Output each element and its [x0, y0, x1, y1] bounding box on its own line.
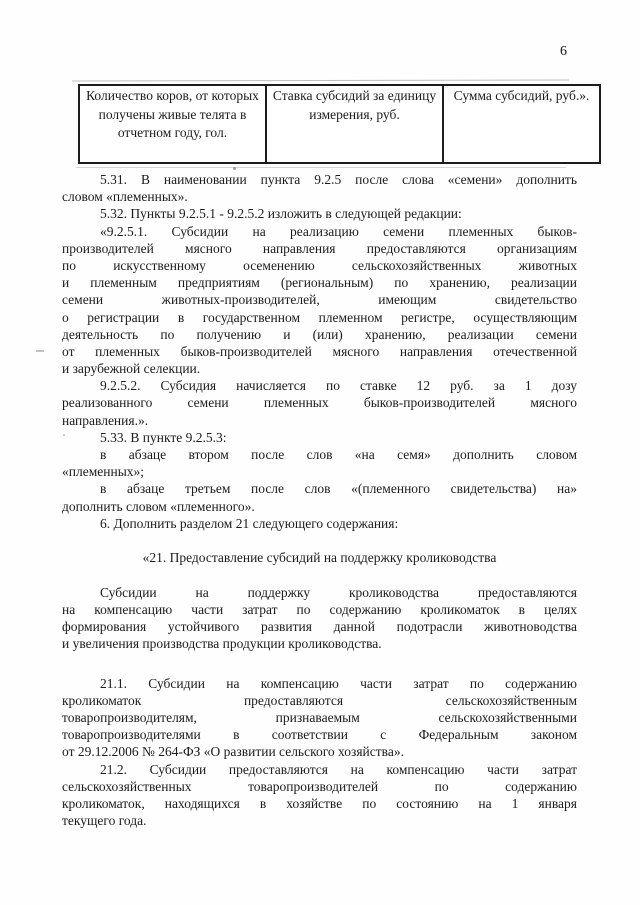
text-line: кроликоматок, находящихся в хозяйстве по состоянию на 1 января — [62, 795, 577, 811]
text-line: и увеличения производства продукции кролиководства. — [62, 636, 382, 652]
para-5-33 — [62, 429, 577, 446]
text-line: в абзаце втором после слов «на семя» дополнить словом — [100, 447, 577, 462]
table-header-cell-subsidy-sum: Сумма субсидий, руб.». — [443, 85, 600, 163]
para-9-2-5-1 — [62, 223, 577, 378]
table-header-cell-cow-count: Количество коров, от которых получены живые телята в отчетном году, гол. — [79, 85, 266, 163]
text-line: словом «племенных». — [62, 189, 188, 205]
text-line: 5.32. Пункты 9.2.5.1 - 9.2.5.2 изложить в следующей редакции: — [100, 206, 462, 222]
scan-ghost-line-top — [72, 79, 569, 81]
text-line: реализованного семени племенных быков-производителей мясного — [62, 395, 577, 411]
text-line: 21.1. Субсидии на компенсацию части затрат по содержанию — [100, 675, 577, 691]
subsidy-table-grid — [78, 84, 601, 164]
scan-ghost-line-bottom — [76, 167, 566, 168]
text-line: производителей мясного направления предоставляются организациям — [62, 240, 577, 256]
text-line: и племенным предприятиям (региональным) по хранению, реализации — [62, 275, 577, 291]
text-line: сельскохозяйственных товаропроизводителей по содержанию — [62, 778, 577, 794]
text-line: по искусственному осеменению сельскохозяйственных животных — [62, 257, 577, 273]
text-line: товаропроизводителями в соответствии с Федеральным законом — [62, 727, 577, 743]
para-5-33-abzac-3 — [62, 480, 577, 514]
table-header-row — [79, 85, 600, 163]
text-line: «9.2.5.1. Субсидии на реализацию семени племенных быков- — [100, 223, 577, 239]
scan-artifact-dash — [36, 350, 44, 352]
text-line: товаропроизводителям, признаваемым сельскохозяйственными — [62, 709, 577, 725]
text-line: 21.2. Субсидии предоставляются на компенсацию части затрат — [100, 761, 577, 777]
text-line: о регистрации в государственном племенном регистре, осуществляющим — [62, 309, 577, 325]
text-line: направления.». — [62, 412, 149, 428]
section-21-heading — [62, 549, 577, 566]
text-line: дополнить словом «племенного». — [62, 498, 255, 514]
para-6 — [62, 515, 577, 532]
page-number: 6 — [560, 44, 567, 59]
para-21-2 — [62, 761, 577, 830]
text-line: 9.2.5.2. Субсидия начисляется по ставке 12 руб. за 1 дозу — [100, 378, 577, 394]
text-line: формирования устойчивого развития данной подотрасли животноводства — [62, 618, 577, 634]
scan-artifact-dot — [233, 167, 236, 170]
text-line: деятельность по получению и (или) хранению, реализации семени — [62, 326, 577, 342]
text-line: от племенных быков-производителей мясного направления отечественной — [62, 343, 577, 359]
document-body — [62, 171, 577, 829]
text-line: 5.33. В пункте 9.2.5.3: — [100, 429, 227, 445]
text-line: 6. Дополнить разделом 21 следующего содержания: — [100, 515, 399, 531]
text-line: текущего года. — [62, 813, 147, 829]
text-line: от 29.12.2006 № 264-ФЗ «О развитии сельского хозяйства». — [62, 744, 404, 760]
subsidy-table — [78, 84, 590, 164]
para-9-2-5-2 — [62, 377, 577, 429]
para-5-31 — [62, 171, 577, 205]
table-header-cell-subsidy-rate: Ставка субсидий за единицу измерения, руб. — [266, 85, 443, 163]
text-line: 5.31. В наименовании пункта 9.2.5 после слова «семени» дополнить — [100, 172, 577, 187]
para-5-33-abzac-2 — [62, 446, 577, 480]
text-line: кроликоматок предоставляются сельскохозяйственным — [62, 692, 577, 708]
text-line: на компенсацию части затрат по содержанию кроликоматок в целях — [62, 601, 577, 617]
text-line: и зарубежной селекции. — [62, 361, 201, 377]
text-line: «племенных»; — [62, 464, 145, 480]
text-line: семени животных-производителей, имеющим свидетельство — [62, 292, 577, 308]
text-line: в абзаце третьем после слов «(племенного свидетельства) на» — [100, 481, 577, 497]
para-21-1 — [62, 675, 577, 761]
text-line: «21. Предоставление субсидий на поддержку кролиководства — [142, 550, 497, 566]
para-5-32 — [62, 205, 577, 222]
text-line: Субсидии на поддержку кролиководства предоставляются — [100, 584, 577, 600]
scan-artifact-speck — [63, 434, 65, 436]
para-21-intro — [62, 584, 577, 653]
